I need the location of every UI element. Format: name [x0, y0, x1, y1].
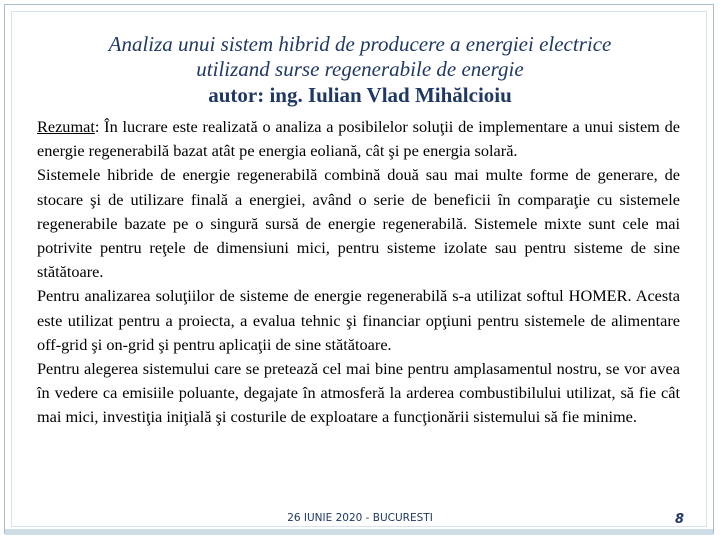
paragraph-hybrid-systems: Sistemele hibride de energie regenerabilă combină două sau mai multe forme de generare, de stocare şi de utilizare finală a energiei, având o serie de beneficii în comparaţie cu sistemele regenerabile bazate pe o singură sursă de energie regenerabilă. Sistemele mixte sunt cele mai potrivite pentru reţele de dimensiuni mici, pentru sisteme izolate sau pentru sisteme de sine stătătoare. — [37, 165, 680, 282]
paragraph-system-choice: Pentru alegerea sistemului care se pretează cel mai bine pentru amplasamentul nostru, se vor avea în vedere ca emisiile poluante, degajate în atmosferă la arderea combustibilului utilizat, să fie cât mai mici, investiţia iniţială şi costurile de exploatare a funcţionării sistemului să fie minime. — [37, 359, 680, 427]
abstract-paragraph — [37, 115, 680, 163]
title-line-2: utilizand surse regenerabile de energie — [196, 57, 524, 81]
slide-body — [37, 115, 680, 430]
title-block — [20, 32, 700, 108]
title-line-1: Analiza unui sistem hibrid de producere a energiei electrice — [108, 32, 612, 56]
abstract-label: Rezumat — [37, 117, 95, 136]
author-line: autor: ing. Iulian Vlad Mihălcioiu — [208, 83, 512, 107]
paragraph-homer: Pentru analizarea soluţiilor de sisteme de energie regenerabilă s-a utilizat softul HOMER. Acesta este utilizat pentru a proiecta, a evalua tehnic şi financiar opţiuni pentru sistemele de alimentare off-grid şi on-grid şi pentru aplicaţii de sine stătătoare. — [37, 286, 680, 354]
abstract-separator: : — [94, 117, 105, 136]
footer-date-location: 26 IUNIE 2020 - BUCURESTI — [287, 512, 433, 524]
page-number: 8 — [674, 512, 684, 527]
slide-frame-band — [5, 529, 713, 535]
abstract-text: În lucrare este realizată o analiza a posibilelor soluţii de implementare a unui sistem de energie regenerabilă bazat atât pe energia eoliană, cât şi pe energia solară. — [37, 117, 680, 161]
